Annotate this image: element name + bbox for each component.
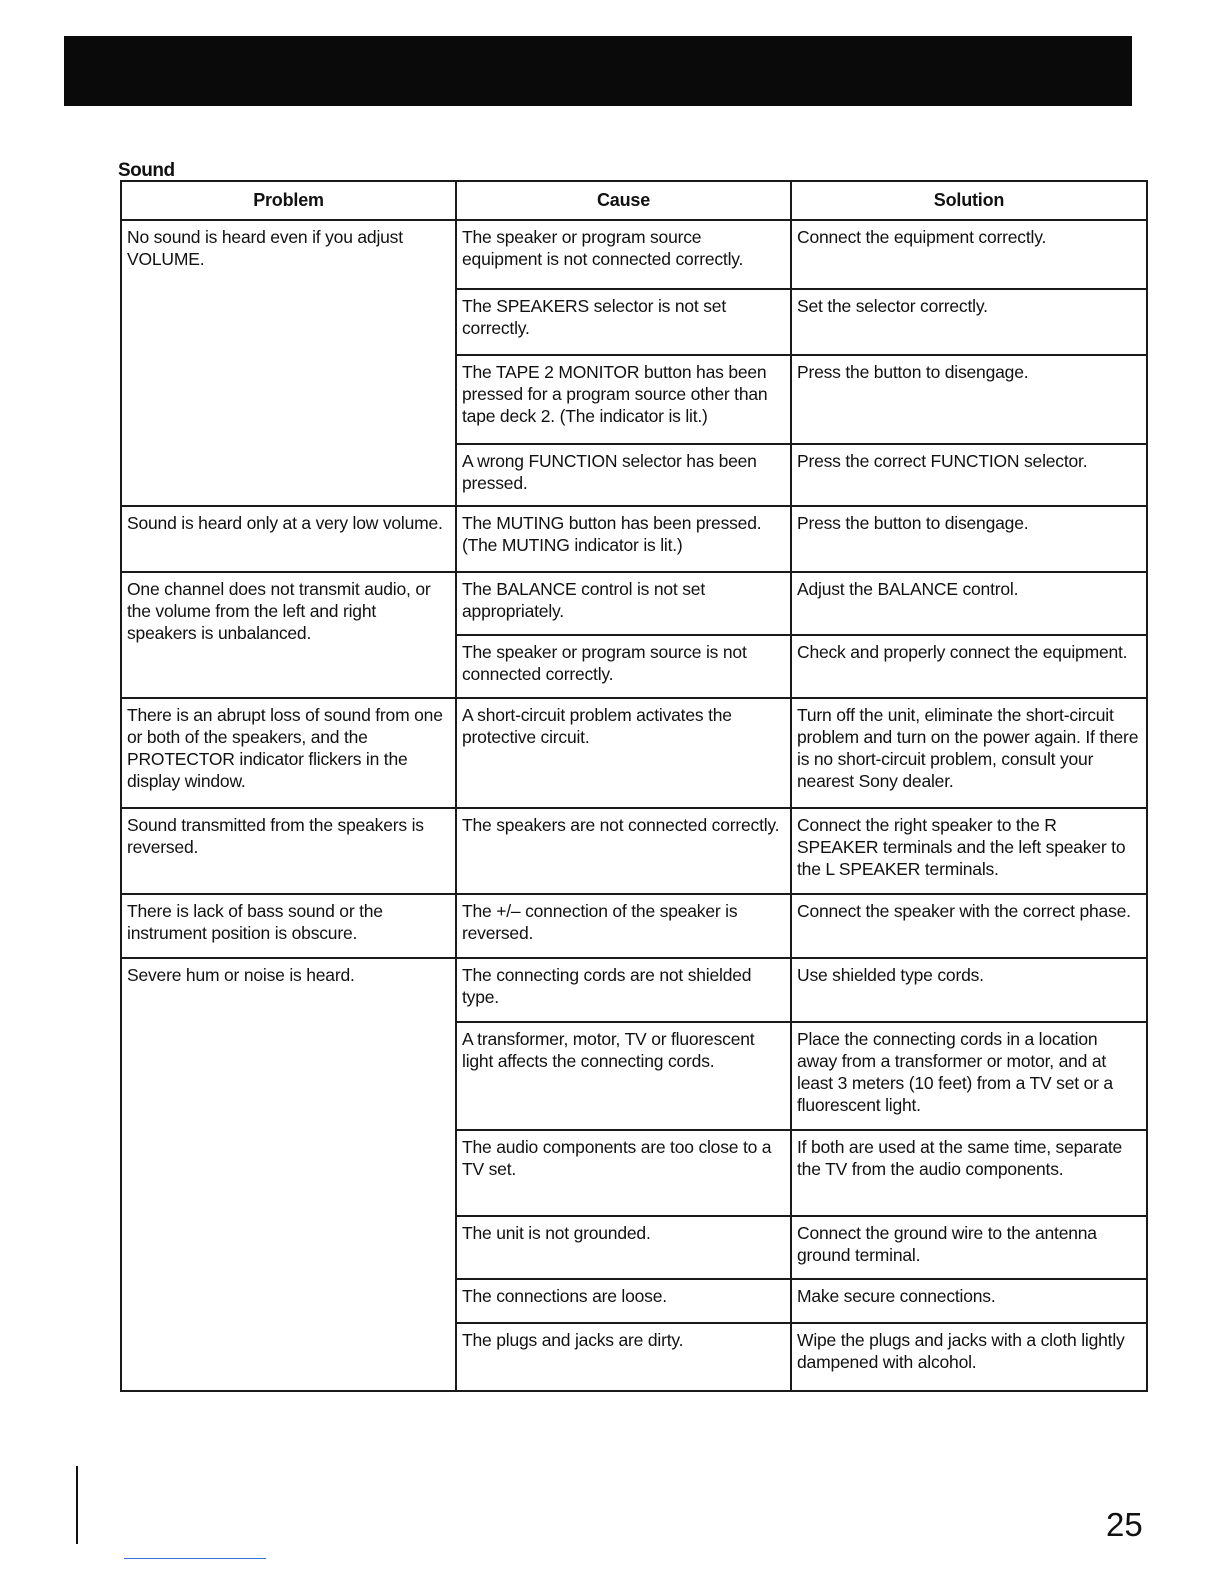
solution-cell: Connect the right speaker to the R SPEAKER terminals and the left speaker to the L SPEAKER terminals.	[791, 808, 1147, 894]
solution-header: Solution	[791, 181, 1147, 220]
solution-cell: Set the selector correctly.	[791, 289, 1147, 355]
cause-cell: The SPEAKERS selector is not set correctly.	[456, 289, 791, 355]
solution-cell: Turn off the unit, eliminate the short-circuit problem and turn on the power again. If there is no short-circuit problem, consult your nearest Sony dealer.	[791, 698, 1147, 808]
problem-cell: There is an abrupt loss of sound from one or both of the speakers, and the PROTECTOR indicator flickers in the display window.	[121, 698, 456, 808]
table-row	[121, 698, 1147, 808]
problem-cell: Sound is heard only at a very low volume.	[121, 506, 456, 572]
section-title: Sound	[118, 160, 175, 181]
solution-cell: Place the connecting cords in a location away from a transformer or motor, and at least 3 meters (10 feet) from a TV set or a fluorescent light.	[791, 1022, 1147, 1130]
solution-cell: Adjust the BALANCE control.	[791, 572, 1147, 635]
cause-cell: A wrong FUNCTION selector has been pressed.	[456, 444, 791, 506]
margin-line	[76, 1466, 78, 1544]
page-number: 25	[1106, 1506, 1143, 1543]
footer-rule	[124, 1558, 266, 1559]
problem-header: Problem	[121, 181, 456, 220]
table-row	[121, 220, 1147, 289]
cause-cell: The unit is not grounded.	[456, 1216, 791, 1279]
table-header-row	[121, 181, 1147, 220]
problem-cell: No sound is heard even if you adjust VOLUME.	[121, 220, 456, 506]
cause-cell: The MUTING button has been pressed. (The MUTING indicator is lit.)	[456, 506, 791, 572]
problem-cell: One channel does not transmit audio, or the volume from the left and right speakers is unbalanced.	[121, 572, 456, 698]
table-row	[121, 506, 1147, 572]
problem-cell: Sound transmitted from the speakers is reversed.	[121, 808, 456, 894]
cause-header: Cause	[456, 181, 791, 220]
cause-cell: The audio components are too close to a TV set.	[456, 1130, 791, 1216]
cause-cell: The connecting cords are not shielded type.	[456, 958, 791, 1022]
table-row	[121, 808, 1147, 894]
cause-cell: The plugs and jacks are dirty.	[456, 1323, 791, 1391]
solution-cell: Press the button to disengage.	[791, 355, 1147, 444]
cause-cell: A short-circuit problem activates the protective circuit.	[456, 698, 791, 808]
solution-cell: Press the correct FUNCTION selector.	[791, 444, 1147, 506]
cause-cell: The speakers are not connected correctly.	[456, 808, 791, 894]
solution-cell: If both are used at the same time, separate the TV from the audio components.	[791, 1130, 1147, 1216]
problem-cell: Severe hum or noise is heard.	[121, 958, 456, 1391]
cause-cell: The TAPE 2 MONITOR button has been pressed for a program source other than tape deck 2. (The indicator is lit.)	[456, 355, 791, 444]
problem-cell: There is lack of bass sound or the instrument position is obscure.	[121, 894, 456, 958]
solution-cell: Connect the ground wire to the antenna ground terminal.	[791, 1216, 1147, 1279]
cause-cell: A transformer, motor, TV or fluorescent light affects the connecting cords.	[456, 1022, 791, 1130]
cause-cell: The +/– connection of the speaker is reversed.	[456, 894, 791, 958]
solution-cell: Wipe the plugs and jacks with a cloth lightly dampened with alcohol.	[791, 1323, 1147, 1391]
solution-cell: Connect the speaker with the correct phase.	[791, 894, 1147, 958]
solution-cell: Check and properly connect the equipment.	[791, 635, 1147, 698]
cause-cell: The BALANCE control is not set appropriately.	[456, 572, 791, 635]
solution-cell: Press the button to disengage.	[791, 506, 1147, 572]
solution-cell: Connect the equipment correctly.	[791, 220, 1147, 289]
cause-cell: The speaker or program source equipment is not connected correctly.	[456, 220, 791, 289]
troubleshooting-table	[120, 180, 1148, 1392]
table-row	[121, 894, 1147, 958]
table-row	[121, 572, 1147, 635]
header-bar	[64, 36, 1132, 106]
cause-cell: The speaker or program source is not connected correctly.	[456, 635, 791, 698]
solution-cell: Use shielded type cords.	[791, 958, 1147, 1022]
table-row	[121, 958, 1147, 1022]
solution-cell: Make secure connections.	[791, 1279, 1147, 1323]
cause-cell: The connections are loose.	[456, 1279, 791, 1323]
